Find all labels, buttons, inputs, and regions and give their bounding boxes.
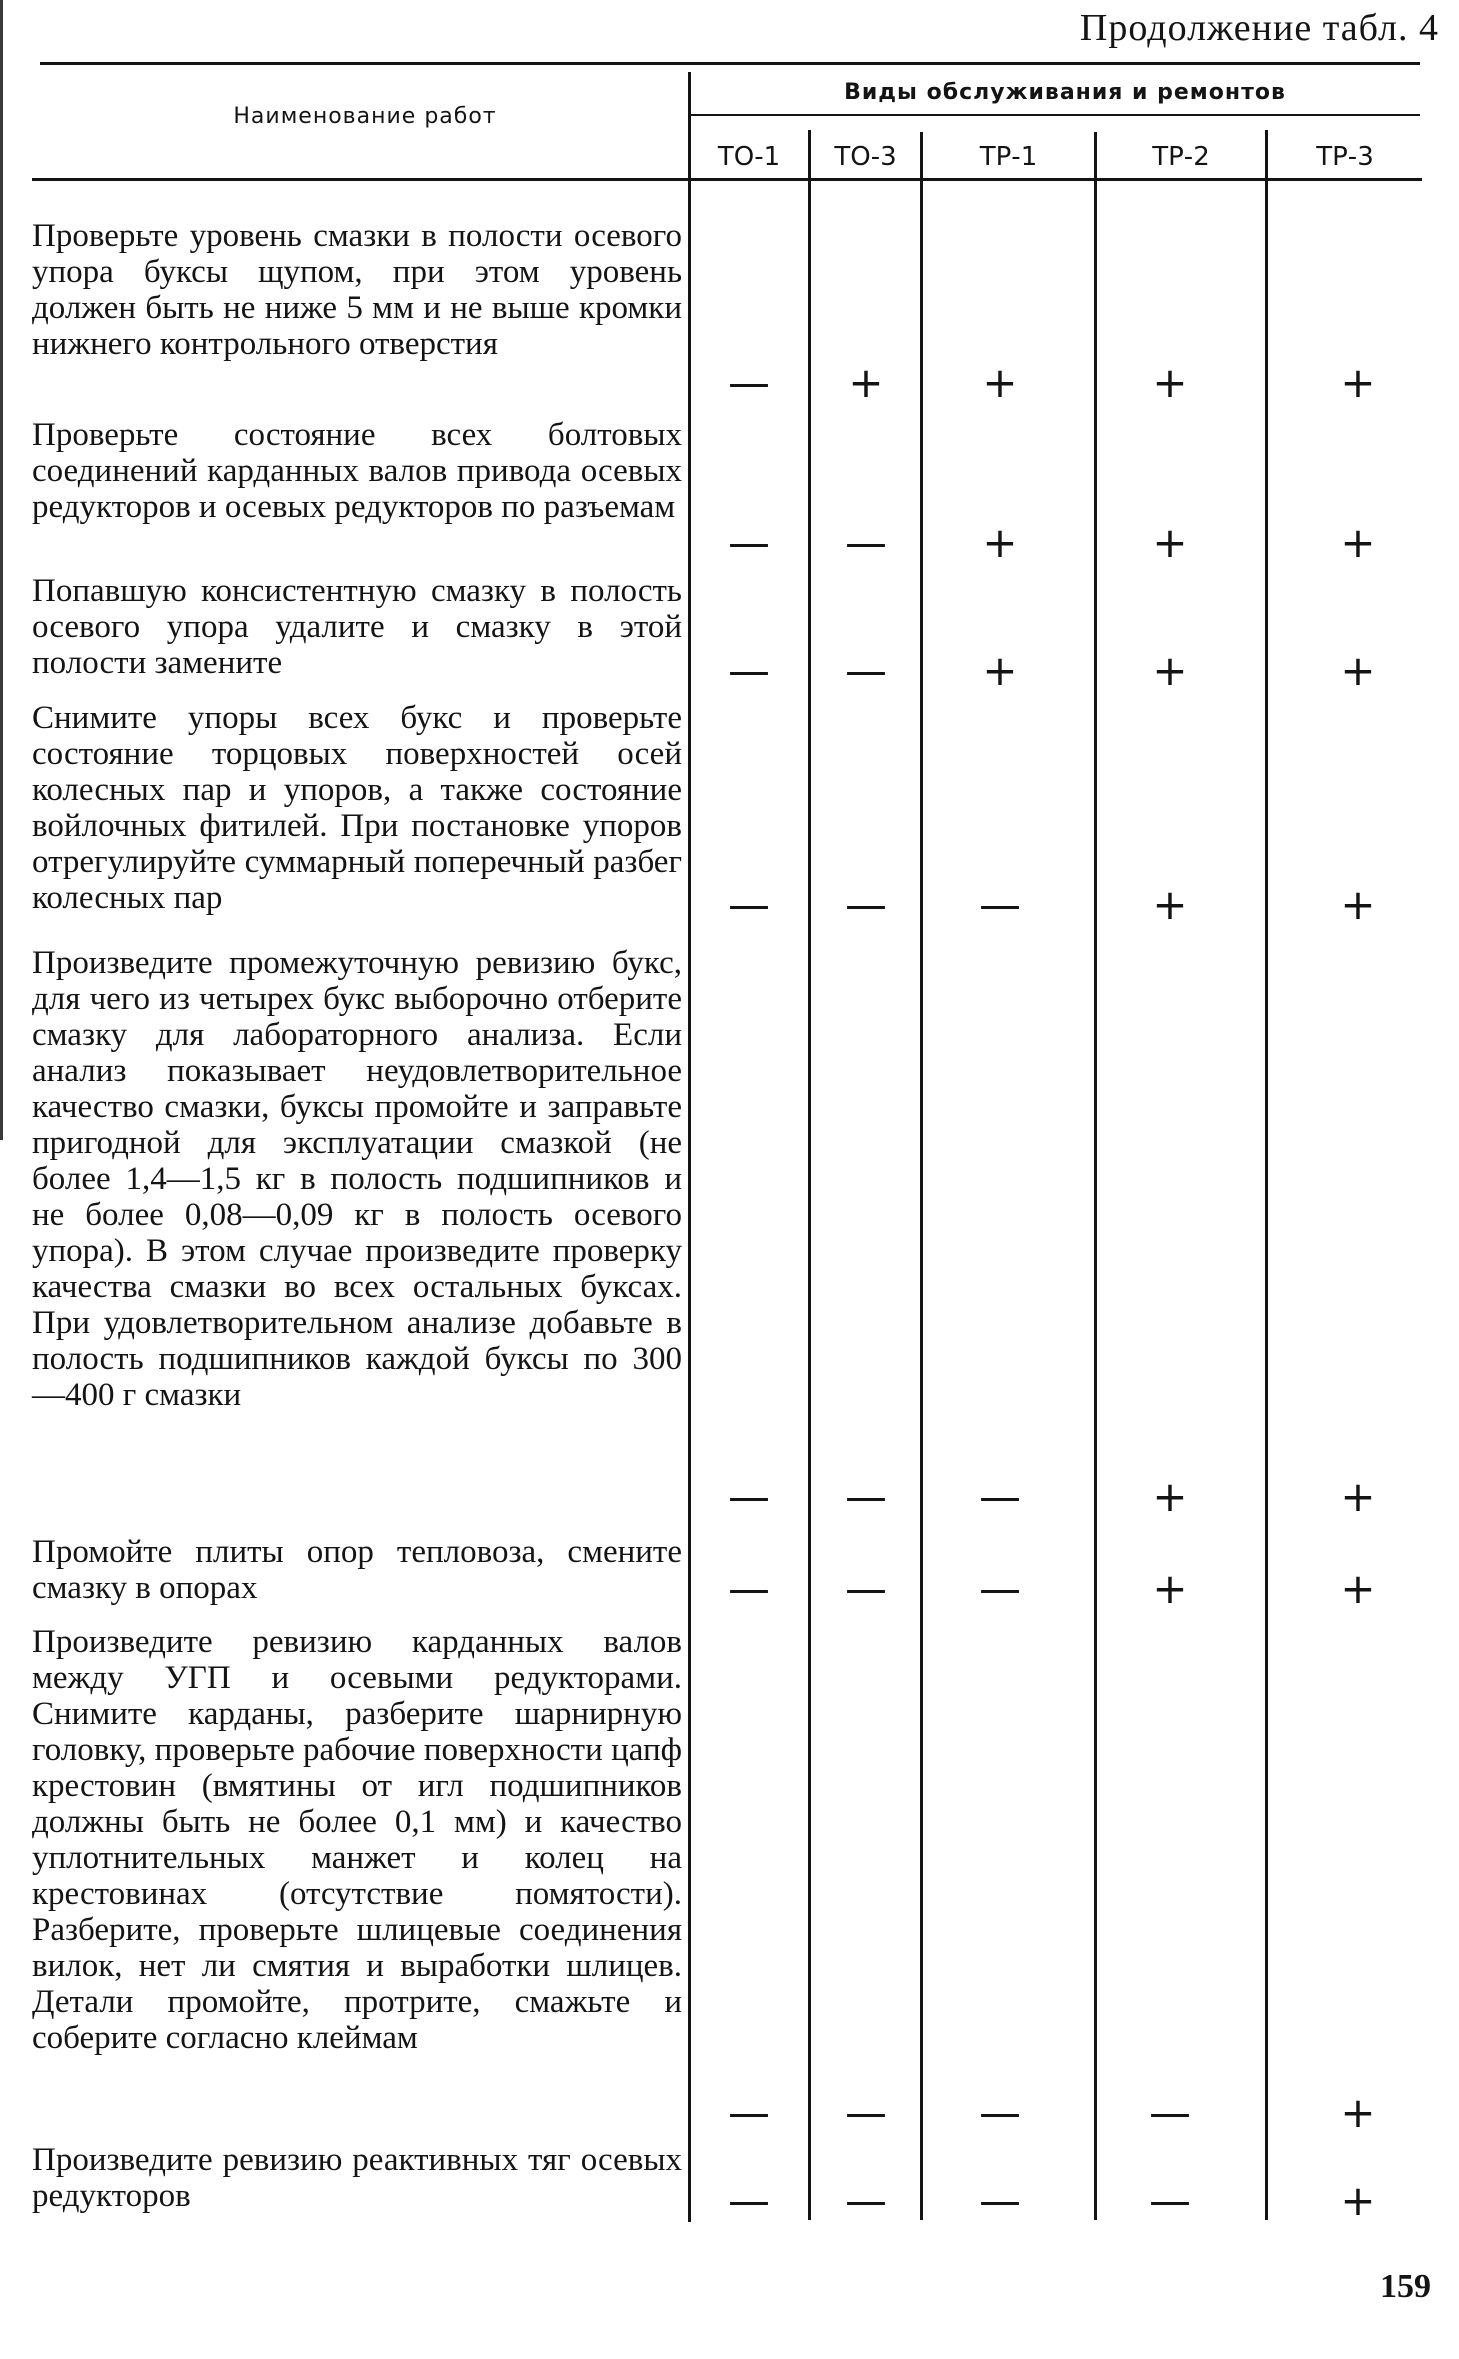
page-number: 159 (1380, 2268, 1431, 2305)
mark-to1: — (728, 1472, 770, 1521)
mark-tr1: + (982, 358, 1018, 407)
header-bottom-rule (32, 178, 1422, 181)
mark-to1: — (728, 2088, 770, 2137)
mark-tr3: + (1340, 1472, 1376, 1521)
mark-to3: + (848, 358, 884, 407)
mark-tr3: + (1340, 2176, 1376, 2225)
column-divider-2 (920, 132, 923, 2220)
mark-tr3: + (1340, 358, 1376, 407)
mark-to3: — (845, 646, 887, 695)
work-item-text: Снимите упоры всех букс и проверьте состояние торцовых поверхностей осей колесных пар и упоров, а также состояние войлочных фитилей. При постановке упоров отрегулируйте суммарный поперечный разбег колесных пар (32, 700, 682, 916)
mark-tr2: + (1152, 358, 1188, 407)
mark-tr3: + (1340, 518, 1376, 567)
mark-tr1: — (979, 2088, 1021, 2137)
mark-to3: — (845, 518, 887, 567)
work-item-text: Произведите ревизию реактивных тяг осевых редукторов (32, 2142, 682, 2214)
column-divider-1 (808, 130, 811, 2220)
mark-tr2: — (1149, 2176, 1191, 2225)
work-item-text: Попавшую консистентную смазку в полость осевого упора удалите и смазку в этой полости замените (32, 573, 682, 681)
mark-tr2: + (1152, 1564, 1188, 1613)
mark-to1: — (728, 1564, 770, 1613)
mark-to1: — (728, 518, 770, 567)
mark-tr2: + (1152, 518, 1188, 567)
work-item-text: Промойте плиты опор тепловоза, смените смазку в опорах (32, 1534, 682, 1606)
column-header-tr3: ТР-3 (1316, 142, 1374, 172)
mark-tr2: + (1152, 880, 1188, 929)
table-caption: Продолжение табл. 4 (1079, 7, 1439, 49)
mark-tr1: — (979, 1472, 1021, 1521)
name-column-divider (688, 72, 691, 2222)
mark-to3: — (845, 2088, 887, 2137)
work-item-text: Проверьте состояние всех болтовых соединений карданных валов привода осевых редукторов и осевых редукторов по разъемам (32, 417, 682, 525)
mark-tr3: + (1340, 646, 1376, 695)
mark-tr3: + (1340, 880, 1376, 929)
mark-to1: — (728, 2176, 770, 2225)
mark-tr3: + (1340, 2088, 1376, 2137)
column-header-to1: ТО-1 (717, 142, 781, 172)
mark-tr2: — (1149, 2088, 1191, 2137)
service-types-header: Виды обслуживания и ремонтов (844, 80, 1286, 105)
mark-to1: — (728, 358, 770, 407)
mark-tr1: + (982, 646, 1018, 695)
mark-to3: — (845, 2176, 887, 2225)
column-divider-3 (1094, 132, 1097, 2220)
mark-tr2: + (1152, 1472, 1188, 1521)
mark-to1: — (728, 646, 770, 695)
mark-tr1: + (982, 518, 1018, 567)
mark-tr1: — (979, 880, 1021, 929)
work-item-text: Произведите ревизию карданных валов между УГП и осевыми редукторами. Снимите карданы, разберите шарнирную головку, проверьте рабочие поверхности цапф крестовин (вмятины от игл подшипников должны быть не более 0,1 мм) и качество уплотнительных манжет и колец на крестовинах (отсутствие помятости). Разберите, проверьте шлицевые соединения вилок, нет ли смятия и выработки шлицев. Детали промойте, протрите, смажьте и соберите согласно клеймам (32, 1624, 682, 2056)
mark-to3: — (845, 880, 887, 929)
mark-tr1: — (979, 2176, 1021, 2225)
mark-to3: — (845, 1564, 887, 1613)
column-header-tr1: ТР-1 (979, 142, 1038, 172)
page-edge (0, 0, 3, 1140)
mark-tr2: + (1152, 646, 1188, 695)
column-header-to3: ТО-3 (834, 142, 897, 172)
work-name-header: Наименование работ (233, 104, 497, 129)
work-item-text: Произведите промежуточную ревизию букс, для чего из четырех букс выборочно отберите смазку для лабораторного анализа. Если анализ показывает неудовлетворительное качество смазки, буксы промойте и заправьте пригодной для эксплуатации смазкой (не более 1,4—1,5 кг в полость подшипников и не более 0,08—0,09 кг в полость осевого упора). В этом случае произведите проверку качества смазки во всех остальных буксах. При удовлетворительном анализе добавьте в полость подшипников каждой буксы по 300—400 г смазки (32, 945, 682, 1413)
mark-to3: — (845, 1472, 887, 1521)
mark-tr3: + (1340, 1564, 1376, 1613)
group-header-rule (690, 114, 1420, 116)
mark-tr1: — (979, 1564, 1021, 1613)
work-item-text: Проверьте уровень смазки в полости осевого упора буксы щупом, при этом уровень должен быть не ниже 5 мм и не выше кромки нижнего контрольного отверстия (32, 218, 682, 362)
table-top-rule (40, 62, 1420, 65)
column-header-tr2: ТР-2 (1152, 142, 1210, 172)
mark-to1: — (728, 880, 770, 929)
column-divider-4 (1265, 130, 1268, 2220)
